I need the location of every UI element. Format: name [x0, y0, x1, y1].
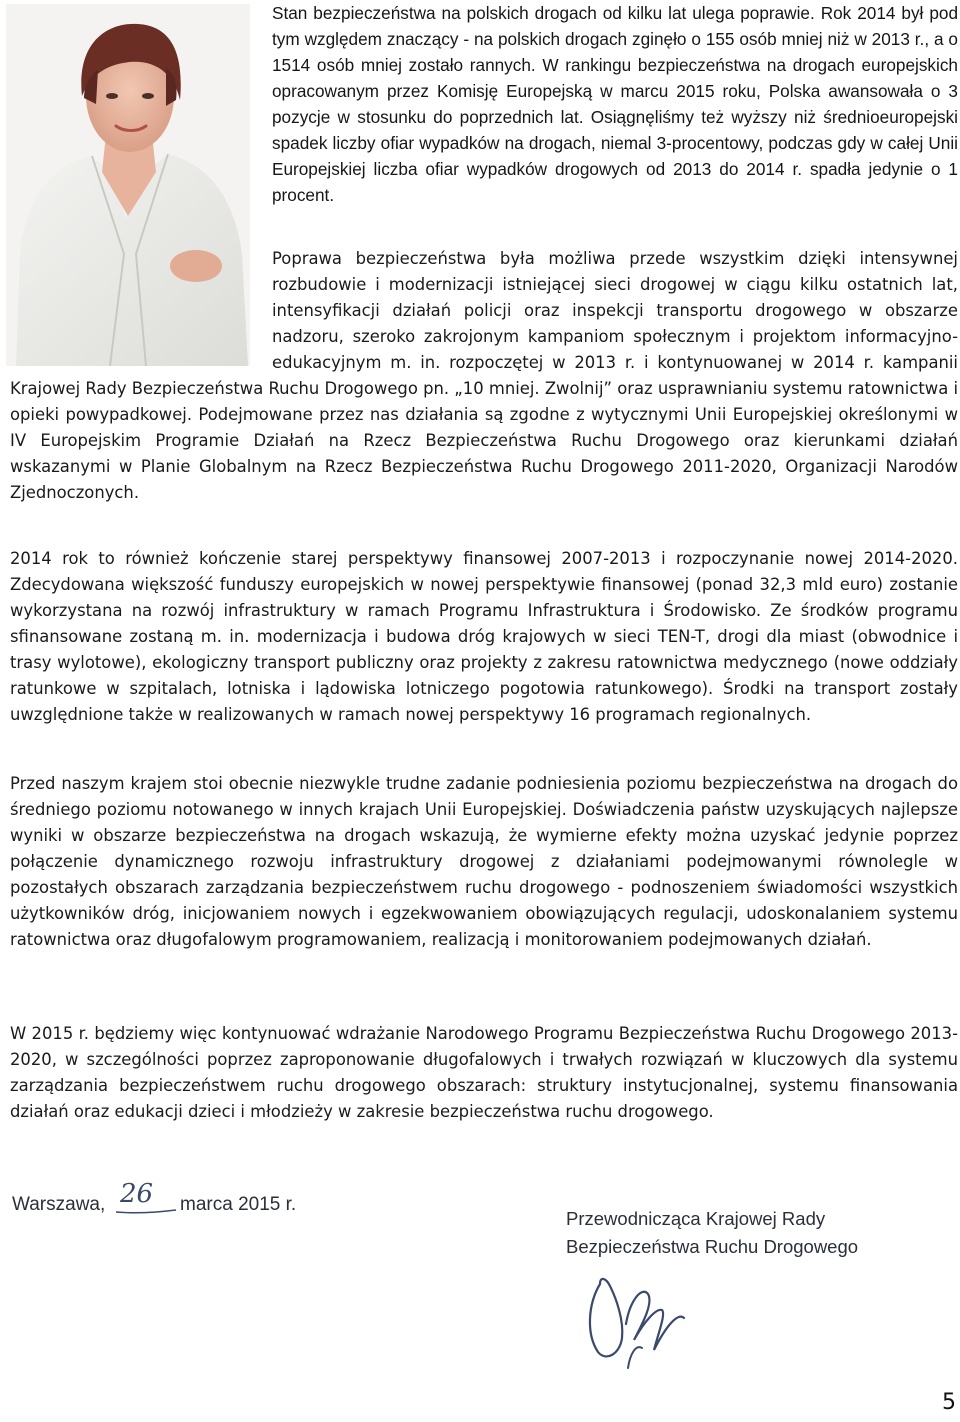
role-line-1: Przewodnicząca Krajowej Rady	[566, 1208, 826, 1229]
paragraph-2015-plans: W 2015 r. będziemy więc kontynuować wdrażanie Narodowego Programu Bezpieczeństwa Ruchu Drogowego 2013-2020, w szczególności poprzez zaproponowanie długofalowych i trwałych rozwiązań w kluczowych dla systemu zarządzania bezpieczeństwem ruchu drogowego obszarach: struktury instytucjonalnej, systemu finansowania działań oraz edukacji dzieci i młodzieży w zakresie bezpieczeństwa ruchu drogowego.	[10, 1024, 958, 1121]
page-number: 5	[942, 1390, 956, 1415]
intro-paragraph: Stan bezpieczeństwa na polskich drogach od kilku lat ulega poprawie. Rok 2014 był pod tym względem znaczący - na polskich drogach zginęło o 155 osób mniej niż w 2013 r., a o 1514 osób mniej zostało rannych. W rankingu bezpieczeństwa na drogach europejskich opracowanym przez Komisję Europejską w marcu 2015 roku, Polska awansowała o 3 pozycje w stosunku do poprzednich lat. Osiągnęliśmy też wyższy niż średnioeuropejski spadek liczby ofiar wypadków na drogach, niemal 3-procentowy, podczas gdy w całej Unii Europejskiej liczba ofiar wypadków drogowych od 2013 do 2014 r. spadła jedynie o 1 procent.	[272, 3, 958, 205]
signature-mark	[570, 1264, 720, 1374]
date-stamp	[10, 1176, 330, 1228]
paragraph-road-safety-improvements: Poprawa bezpieczeństwa była możliwa przede wszystkim dzięki intensywnej rozbudowie i modernizacji istniejącej sieci drogowej w ciągu kilku ostatnich lat, intensyfikacji działań policji oraz inspekcji transportu drogowego w obszarze nadzoru, szeroko zakrojonym kampaniom społecznym i projektom informacyjno-edukacyjnym m. in. rozpoczętej w 2013 r. i kontynuowanej w 2014 r. kampanii Krajowej Rady Bezpieczeństwa Ruchu Drogowego pn. „10 mniej. Zwolnij” oraz usprawnianiu systemu ratownictwa i opieki powypadkowej. Podejmowane przez nas działania są zgodne z wytycznymi Unii Europejskiej określonymi w IV Europejskim Programie Działań na Rzecz Bezpieczeństwa Ruchu Drogowego oraz kierunkami działań wskazanymi w Planie Globalnym na Rzecz Bezpieczeństwa Ruchu Drogowego 2011-2020, Organizacji Narodów Zjednoczonych.	[10, 249, 958, 502]
date-month-year: marca 2015 r.	[180, 1194, 297, 1215]
date-place: Warszawa,	[12, 1194, 106, 1215]
role-stamp	[560, 1203, 920, 1263]
date-day-handwritten: 26	[120, 1179, 154, 1209]
paragraph-eu-funding: 2014 rok to również kończenie starej perspektywy finansowej 2007-2013 i rozpoczynanie nowej 2014-2020. Zdecydowana większość funduszy europejskich w nowej perspektywie finansowej (ponad 32,3 mld euro) zostanie wykorzystana na rozwój infrastruktury w ramach Programu Infrastruktura i Środowisko. Ze środków programu sfinansowane zostaną m. in. modernizacja i budowa dróg krajowych w sieci TEN-T, drogi dla miast (obwodnice i trasy wylotowe), ekologiczny transport publiczny oraz projekty z zakresu ratownictwa medycznego (nowe oddziały ratunkowe w szpitalach, lotniska i lądowiska lotniczego pogotowia ratunkowego). Środki na transport zostały uwzględnione także w realizowanych w ramach nowej perspektywy 16 programach regionalnych.	[10, 549, 958, 724]
paragraph-challenges: Przed naszym krajem stoi obecnie niezwykle trudne zadanie podniesienia poziomu bezpieczeństwa na drogach do średniego poziomu notowanego w innych krajach Unii Europejskiej. Doświadczenia państw uzyskujących najlepsze wyniki w obszarze bezpieczeństwa na drogach wskazują, że wymierne efekty można uzyskać jedynie poprzez połączenie dynamicznego rozwoju infrastruktury drogowej z działaniami podejmowanymi równolegle w pozostałych obszarach zarządzania bezpieczeństwem ruchu drogowego - podnoszeniem świadomości wszystkich użytkowników dróg, inicjowaniem nowych i egzekwowaniem obowiązujących regulacji, udoskonalaniem systemu ratownictwa oraz długofalowym programowaniem, realizacją i monitorowaniem podejmowanych działań.	[10, 774, 958, 949]
photo-wrap-spacer	[10, 246, 272, 376]
wrapped-paragraph-container	[10, 246, 958, 506]
role-line-2: Bezpieczeństwa Ruchu Drogowego	[566, 1236, 859, 1257]
date-underline	[116, 1210, 176, 1213]
